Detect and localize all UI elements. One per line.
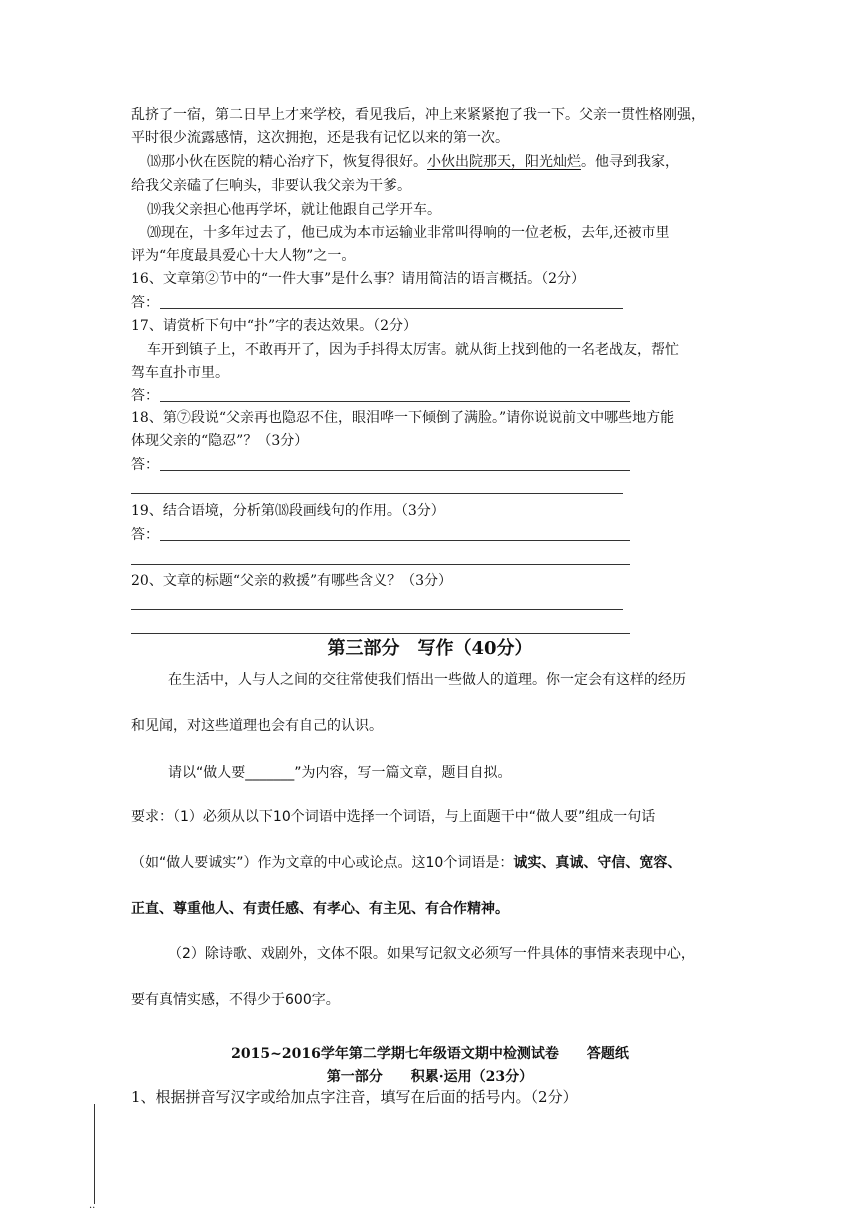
passage-paragraph-20: ⒇现在，十多年过去了，他已成为本市运输业非常叫得响的一位老板，去年,还被市里 <box>147 225 670 241</box>
answer-line[interactable] <box>131 493 623 494</box>
passage-text: 。他寻到我家， <box>581 154 679 170</box>
section-heading: 第三部分 写作（40分） <box>327 638 533 659</box>
answer-label: 答： <box>131 388 159 404</box>
binding-margin-line <box>94 1104 95 1204</box>
requirement-1-cont <box>131 852 681 872</box>
answer-line[interactable] <box>160 308 623 309</box>
passage-paragraph-18 <box>147 152 679 172</box>
requirement-1: 要求：（1）必须从以下10个词语中选择一个词语，与上面题干中“做人要”组成一句话 <box>131 809 656 825</box>
answer-label: 答： <box>131 527 159 543</box>
answer-label: 答： <box>131 295 159 311</box>
passage-text: ⒅那小伙在医院的精心治疗下，恢复得很好。 <box>147 154 427 170</box>
word-list: 诚实、真诚、守信、宽容、 <box>513 855 682 871</box>
margin-mark: .. <box>89 1200 96 1211</box>
answer-line[interactable] <box>160 470 630 471</box>
passage-line: 平时很少流露感情，这次拥抱，还是我有记忆以来的第一次。 <box>131 130 509 146</box>
writing-prompt: 请以“做人要_______”为内容，写一篇文章，题目自拟。 <box>168 765 512 781</box>
writing-paragraph: 和见闻，对这些道理也会有自己的认识。 <box>131 718 383 734</box>
underlined-sentence: 小伙出院那天，阳光灿烂 <box>427 154 581 170</box>
question-17: 17、请赏析下句中“扑”字的表达效果。（2分） <box>131 318 418 334</box>
passage-line: 乱挤了一宿，第二日早上才来学校，看见我后，冲上来紧紧抱了我一下。父亲一贯性格刚强， <box>131 107 705 123</box>
quoted-sentence: 驾车直扑市里。 <box>131 365 229 381</box>
requirement-text: （如“做人要诚实”）作为文章的中心或论点。这10个词语是： <box>131 855 514 871</box>
word-list: 正直、尊重他人、有责任感、有孝心、有主见、有合作精神。 <box>131 901 509 917</box>
answer-line[interactable] <box>160 540 630 541</box>
passage-line: 给我父亲磕了仨响头，非要认我父亲为干爹。 <box>131 178 411 194</box>
requirement-2: （2）除诗歌、戏剧外，文体不限。如果写记叙文必须写一件具体的事情来表现中心， <box>168 946 695 962</box>
writing-paragraph: 在生活中，人与人之间的交往常使我们悟出一些做人的道理。你一定会有这样的经历 <box>168 672 686 688</box>
answer-sheet-section: 第一部分 积累·运用（23分） <box>326 1069 534 1085</box>
passage-line: 评为“年度最具爱心十大人物”之一。 <box>131 248 356 264</box>
answer-line[interactable] <box>131 609 623 610</box>
answer-sheet-question-1: 1、根据拼音写汉字或给加点字注音，填写在后面的括号内。（2分） <box>131 1088 578 1106</box>
question-16: 16、文章第②节中的“一件大事”是什么事？请用简洁的语言概括。（2分） <box>131 271 586 287</box>
quoted-sentence: 车开到镇子上，不敢再开了，因为手抖得太厉害。就从街上找到他的一名老战友，帮忙 <box>147 342 679 358</box>
answer-label: 答： <box>131 457 159 473</box>
answer-line[interactable] <box>131 564 630 565</box>
question-19: 19、结合语境，分析第⒅段画线句的作用。（3分） <box>131 503 445 519</box>
answer-line[interactable] <box>160 401 630 402</box>
question-18-cont: 体现父亲的“隐忍”？（3分） <box>131 433 309 449</box>
answer-sheet-title: 2015~2016学年第二学期七年级语文期中检测试卷 答题纸 <box>231 1046 629 1062</box>
question-18: 18、第⑦段说“父亲再也隐忍不住，眼泪哗一下倾倒了满脸。”请你说说前文中哪些地方能 <box>131 410 675 426</box>
passage-paragraph-19: ⒆我父亲担心他再学坏，就让他跟自己学开车。 <box>147 202 441 218</box>
requirement-2-cont: 要有真情实感，不得少于600字。 <box>131 992 340 1008</box>
question-20: 20、文章的标题“父亲的救援”有哪些含义？（3分） <box>131 573 453 589</box>
